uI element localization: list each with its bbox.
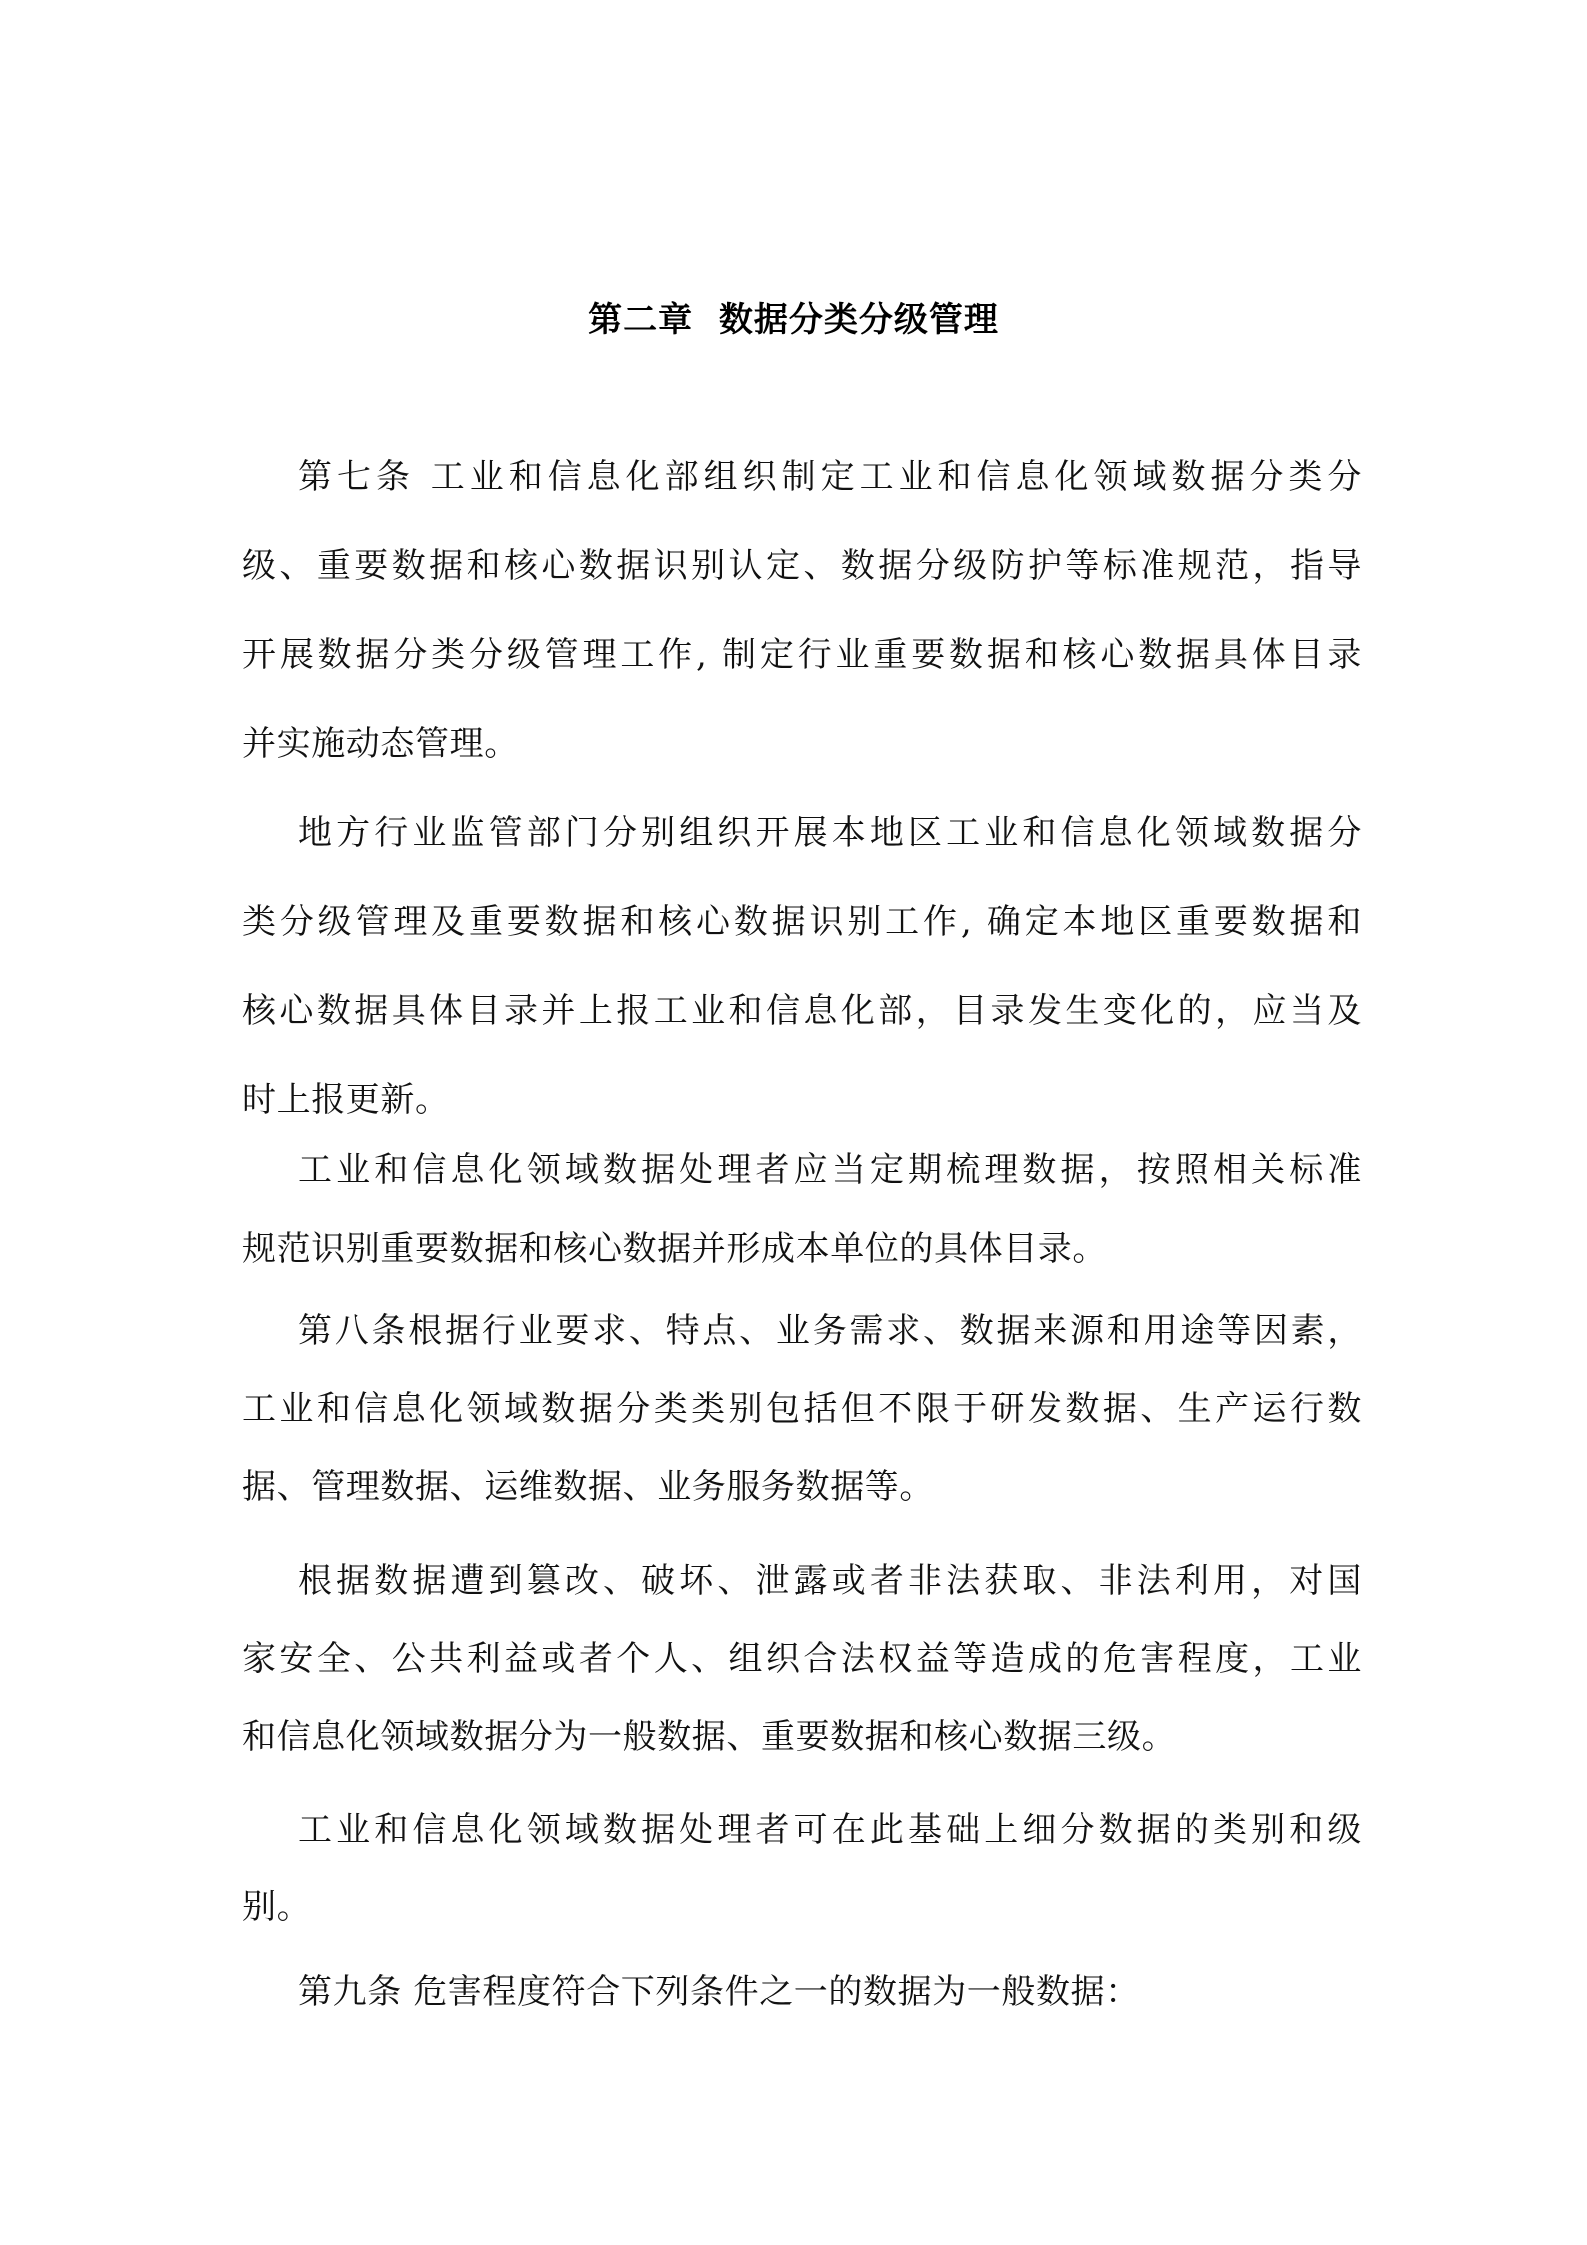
article-7-p2-line-4: 时上报更新。 [242,1080,450,1120]
article-7-p1-line-3: 开展数据分类分级管理工作, 制定行业重要数据和核心数据具体目录 [242,635,1362,675]
article-9-p1-line-1: 第九条 危害程度符合下列条件之一的数据为一般数据： [298,1972,1140,2012]
article-8-p1-line-2: 工业和信息化领域数据分类类别包括但不限于研发数据、生产运行数 [242,1389,1362,1429]
article-8-p2-line-3: 和信息化领域数据分为一般数据、重要数据和核心数据三级。 [242,1717,1177,1757]
article-7-p2-line-2: 类分级管理及重要数据和核心数据识别工作, 确定本地区重要数据和 [242,902,1362,942]
chapter-title: 第二章 数据分类分级管理 [588,300,999,340]
article-7-p1-line-1: 第七条 工业和信息化部组织制定工业和信息化领域数据分类分 [298,457,1362,497]
article-7-p2-line-3: 核心数据具体目录并上报工业和信息化部，目录发生变化的，应当及 [242,991,1362,1031]
article-8-p2-line-1: 根据数据遭到篡改、破坏、泄露或者非法获取、非法利用，对国 [298,1561,1362,1601]
article-8-p3-line-1: 工业和信息化领域数据处理者可在此基础上细分数据的类别和级 [298,1810,1362,1850]
article-8-p1-line-1: 第八条根据行业要求、特点、业务需求、数据来源和用途等因素， [298,1311,1362,1351]
article-8-p1-line-3: 据、管理数据、运维数据、业务服务数据等。 [242,1467,934,1507]
article-7-p1-line-2: 级、重要数据和核心数据识别认定、数据分级防护等标准规范，指导 [242,546,1362,586]
article-8-p2-line-2: 家安全、公共利益或者个人、组织合法权益等造成的危害程度，工业 [242,1639,1362,1679]
article-7-p2-line-1: 地方行业监管部门分别组织开展本地区工业和信息化领域数据分 [298,813,1362,853]
article-8-p3-line-2: 别。 [242,1887,312,1927]
article-7-p3-line-2: 规范识别重要数据和核心数据并形成本单位的具体目录。 [242,1229,1107,1269]
article-7-p3-line-1: 工业和信息化领域数据处理者应当定期梳理数据，按照相关标准 [298,1150,1362,1190]
article-7-p1-line-4: 并实施动态管理。 [242,724,519,764]
